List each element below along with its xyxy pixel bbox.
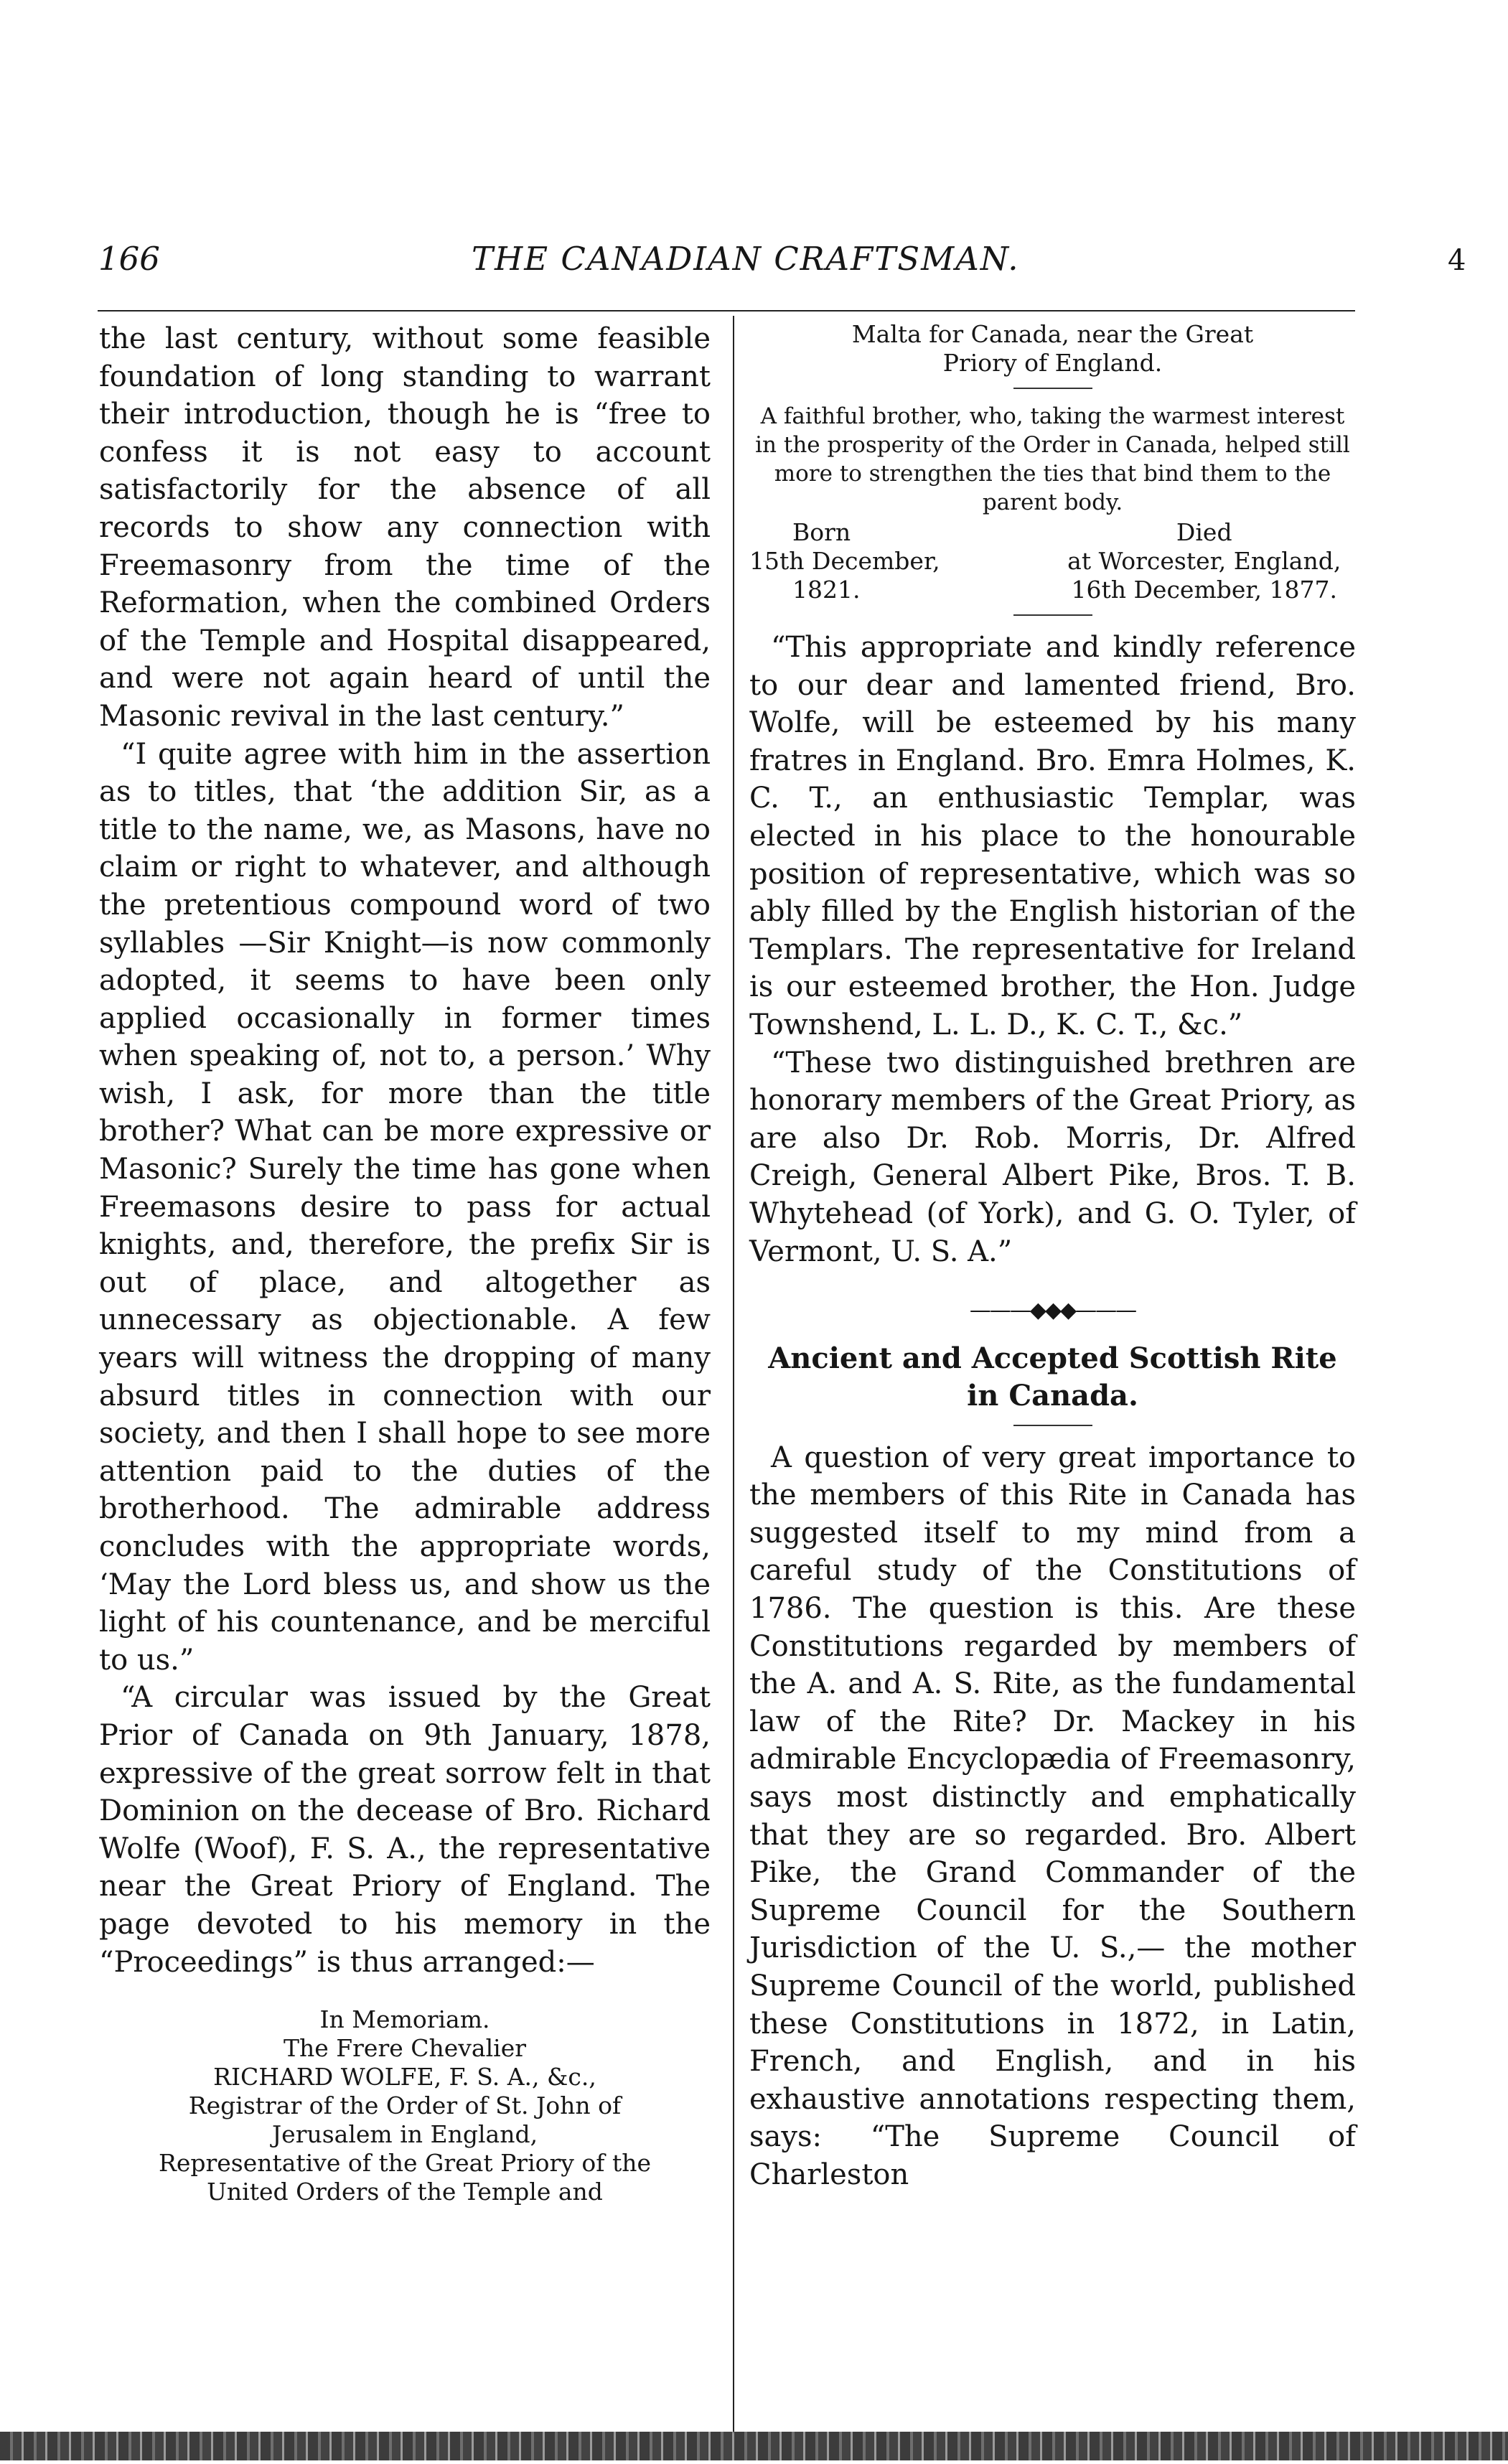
paragraph: A question of very great importance to the members of this Rite in Canada has suggested itself to my mind from a careful study of the Constitutions of 1786. The question is this. Are these Constitutions regarded by members of the A. and A. S. Rite, as the fundamental law of the Rite? Dr. Mackey in his admirable Encyclopædia of Freemasonry, says most distinctly and emphatically that they are so regarded. Bro. Albert Pike, the Grand Commander of the Supreme Council for the Southern Jurisdiction of the U. S.,— the mother Supreme Council of the world, published these Constitutions in 1872, in Latin, French, and English, and in his exhaustive annotations respecting them, says: “The Supreme Council of Charleston: [749, 1441, 1356, 2191]
died-label: Died: [1176, 518, 1232, 546]
paragraph: the last century, without some feasible foundation of long standing to warrant their introduction, though he is “free to confess it is not easy to account satisfactorily for the absence of all records to show any connection with Freemasonry from the time of the Reformation, when the combined Orders of the Temple and Hospital disappeared, and were not again heard of until the Masonic revival in the last century.”: [99, 322, 711, 733]
column-divider: [733, 316, 734, 2433]
tribute-text: A faithful brother, who, taking the warmest interest in the prosperity of the Order in Canada, helped still more to strengthen the ties that bind them to the parent body.: [755, 403, 1350, 515]
born-label: Born: [792, 518, 851, 546]
memoriam-continued: [749, 320, 1356, 378]
paragraph: “These two distinguished brethren are honorary members of the Great Priory, as are also Dr. Rob. Morris, Dr. Alfred Creigh, General Albert Pike, Bros. T. B. Whytehead (of York), and G. O. Tyler, of Vermont, U. S. A.”: [749, 1046, 1356, 1268]
memoriam-line: Malta for Canada, near the Great: [851, 320, 1254, 348]
running-head: THE CANADIAN CRAFTSMAN.: [472, 240, 1020, 278]
paragraph: “This appropriate and kindly reference to our dear and lamented friend, Bro. Wolfe, will be esteemed by his many fratres in England. Bro. Emra Holmes, K. C. T., an enthusiastic Templar, was elected in his place to the honourable position of representative, which was so ably filled by the English historian of the Templars. The representative for Ireland is our esteemed brother, the Hon. Judge Townshend, L. L. D., K. C. T., &c.”: [749, 631, 1356, 1041]
memoriam-line: Priory of England.: [942, 349, 1163, 377]
memoriam-line: United Orders of the Temple and: [207, 2178, 603, 2206]
paragraph: “A circular was issued by the Great Prior of Canada on 9th January, 1878, expressive of the great sorrow felt in that Dominion on the decease of Bro. Richard Wolfe (Woof), F. S. A., the representative near the Great Priory of England. The page devoted to his memory in the “Proceedings” is thus arranged:—: [99, 1681, 711, 1979]
memoriam-line: RICHARD WOLFE, F. S. A., &c.,: [213, 2063, 596, 2091]
born-died-table: [749, 518, 1356, 604]
memoriam-line: In Memoriam.: [319, 2005, 490, 2034]
died-date: 16th December, 1877.: [1071, 576, 1338, 604]
ornament-divider: ———◆◆◆———: [969, 1298, 1136, 1324]
born-year: 1821.: [792, 576, 861, 604]
left-column: [99, 320, 711, 2206]
died-place: at Worcester, England,: [1067, 547, 1341, 575]
memoriam-block: [99, 2005, 711, 2206]
short-rule: [1013, 614, 1092, 616]
born-date: 15th December,: [749, 547, 940, 575]
memoriam-line: Registrar of the Order of St. John of: [188, 2091, 622, 2120]
paragraph: “I quite agree with him in the assertion as to titles, that ‘the addition Sir, as a title to the name, we, as Masons, have no claim or right to whatever, and although the pretentious compound word of two syllables —Sir Knight—is now commonly adopted, it seems to have been only applied occasionally in former times when speaking of, not to, a person.’ Why wish, I ask, for more than the title brother? What can be more expressive or Masonic? Surely the time has gone when Freemasons desire to pass for actual knights, and, therefore, the prefix Sir is out of place, and altogether as unnecessary as objectionable. A few years will witness the dropping of many absurd titles in connection with our society, and then I shall hope to see more attention paid to the duties of the brotherhood. The admirable address concludes with the appropriate words, ‘May the Lord bless us, and show us the light of his countenance, and be merciful to us.”: [99, 737, 711, 1677]
memoriam-line: Jerusalem in England,: [271, 2120, 538, 2149]
section-heading: Ancient and Accepted Scottish Rite in Canada.: [768, 1341, 1337, 1413]
short-rule: [1013, 388, 1092, 389]
right-column: [749, 320, 1356, 2194]
scan-edge-band: [0, 2432, 1508, 2460]
edge-mark: 4: [1448, 244, 1466, 277]
memoriam-line: The Frere Chevalier: [283, 2034, 527, 2063]
short-rule: [1013, 1425, 1092, 1426]
page-header: [98, 240, 1466, 290]
page-number: 166: [98, 240, 160, 278]
header-rule: [98, 310, 1355, 311]
memoriam-line: Representative of the Great Priory of the: [158, 2149, 652, 2178]
